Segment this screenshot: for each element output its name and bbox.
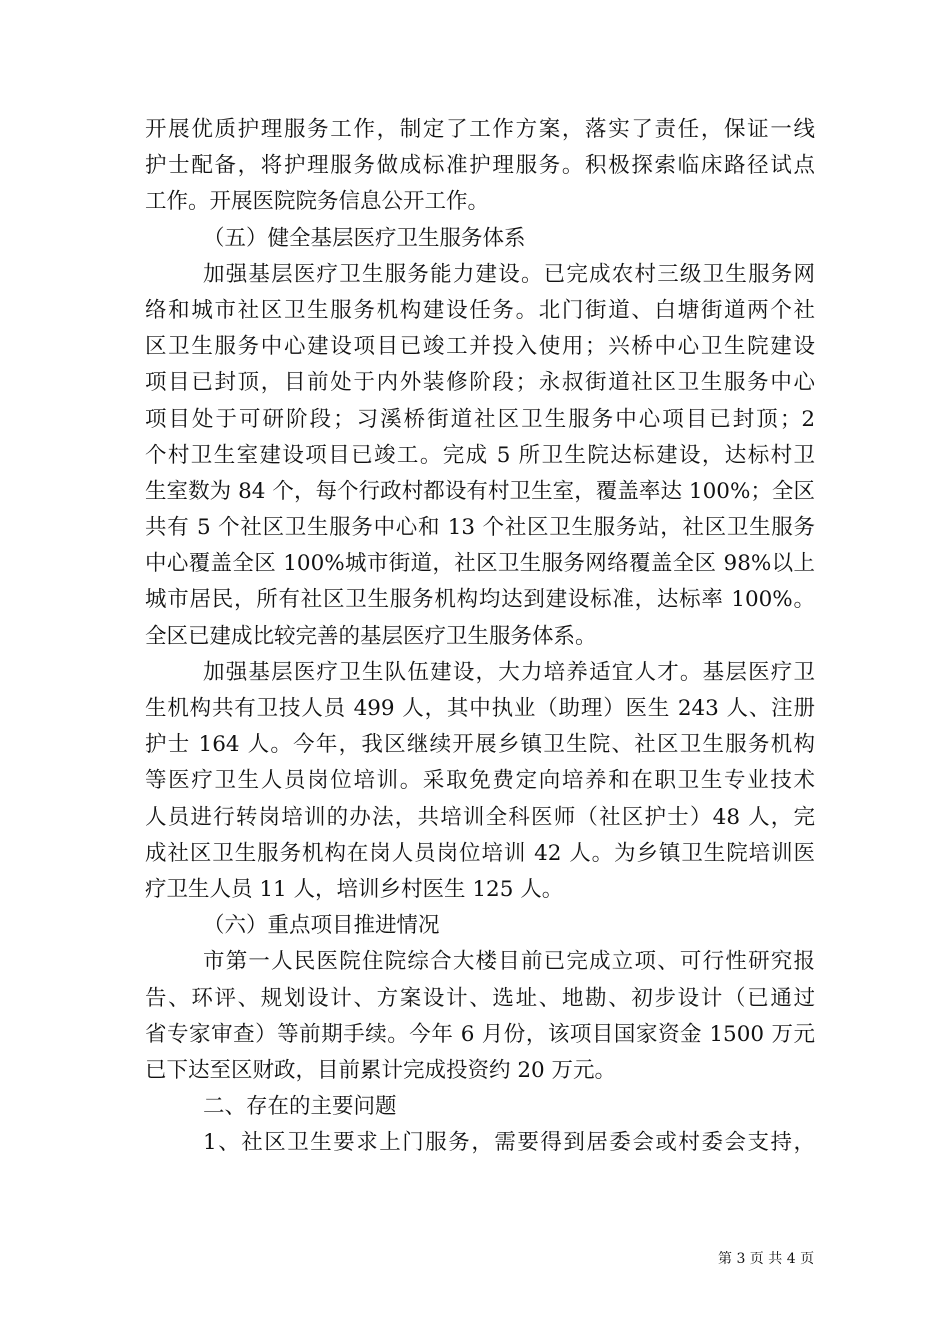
paragraph-line: 共有 5 个社区卫生服务中心和 13 个社区卫生服务站，社区卫生服务 [145,515,815,541]
paragraph-line: 告、环评、规划设计、方案设计、选址、地勘、初步设计（已通过 [145,985,815,1011]
paragraph-line: 开展优质护理服务工作，制定了工作方案，落实了责任，保证一线 [145,117,815,142]
paragraph-line: 生室数为 84 个，每个行政村都设有村卫生室，覆盖率达 100%；全区 [145,478,815,504]
paragraph-line: 省专家审查）等前期手续。今年 6 月份，该项目国家资金 1500 万元 [145,1021,815,1047]
paragraph-line: 个村卫生室建设项目已竣工。完成 5 所卫生院达标建设，达标村卫 [145,442,815,468]
paragraph-line: 项目已封顶，目前处于内外装修阶段；永叔街道社区卫生服务中心 [145,370,815,396]
paragraph-line: 工作。开展医院院务信息公开工作。 [145,189,490,215]
paragraph-line: 全区已建成比较完善的基层医疗卫生服务体系。 [145,623,597,649]
paragraph-line: 市第一人民医院住院综合大楼目前已完成立项、可行性研究报 [203,949,815,975]
paragraph-line: 人员进行转岗培训的办法，共培训全科医师（社区护士）48 人，完 [145,804,815,830]
section-heading: （六）重点项目推进情况 [203,913,440,939]
paragraph-line: 络和城市社区卫生服务机构建设任务。北门街道、白塘街道两个社 [145,297,815,323]
section-heading: （五）健全基层医疗卫生服务体系 [203,225,526,251]
paragraph-line: 护士 164 人。今年，我区继续开展乡镇卫生院、社区卫生服务机构 [145,732,815,758]
paragraph-line: 1、社区卫生要求上门服务，需要得到居委会或村委会支持， [203,1130,815,1156]
paragraph-line: 区卫生服务中心建设项目已竣工并投入使用；兴桥中心卫生院建设 [145,334,815,360]
paragraph-line: 等医疗卫生人员岗位培训。采取免费定向培养和在职卫生专业技术 [145,768,815,794]
paragraph-line: 加强基层医疗卫生服务能力建设。已完成农村三级卫生服务网 [203,261,815,287]
paragraph-line: 疗卫生人员 11 人，培训乡村医生 125 人。 [145,876,564,902]
paragraph-line: 成社区卫生服务机构在岗人员岗位培训 42 人。为乡镇卫生院培训医 [145,840,815,866]
paragraph-line: 项目处于可研阶段；习溪桥街道社区卫生服务中心项目已封顶；2 [145,406,815,432]
paragraph-line: 中心覆盖全区 100%城市街道，社区卫生服务网络覆盖全区 98%以上 [145,551,815,577]
page-number: 第 3 页 共 4 页 [718,1251,815,1267]
paragraph-line: 加强基层医疗卫生队伍建设，大力培养适宜人才。基层医疗卫 [203,659,815,685]
paragraph-line: 城市居民，所有社区卫生服务机构均达到建设标准，达标率 100%。 [145,587,815,613]
document-body [145,112,815,1161]
section-heading: 二、存在的主要问题 [203,1094,397,1120]
paragraph-line: 生机构共有卫技人员 499 人，其中执业（助理）医生 243 人、注册 [145,696,815,721]
paragraph-line: 护士配备，将护理服务做成标准护理服务。积极探索临床路径试点 [145,153,815,179]
paragraph-line: 已下达至区财政，目前累计完成投资约 20 万元。 [145,1057,617,1083]
